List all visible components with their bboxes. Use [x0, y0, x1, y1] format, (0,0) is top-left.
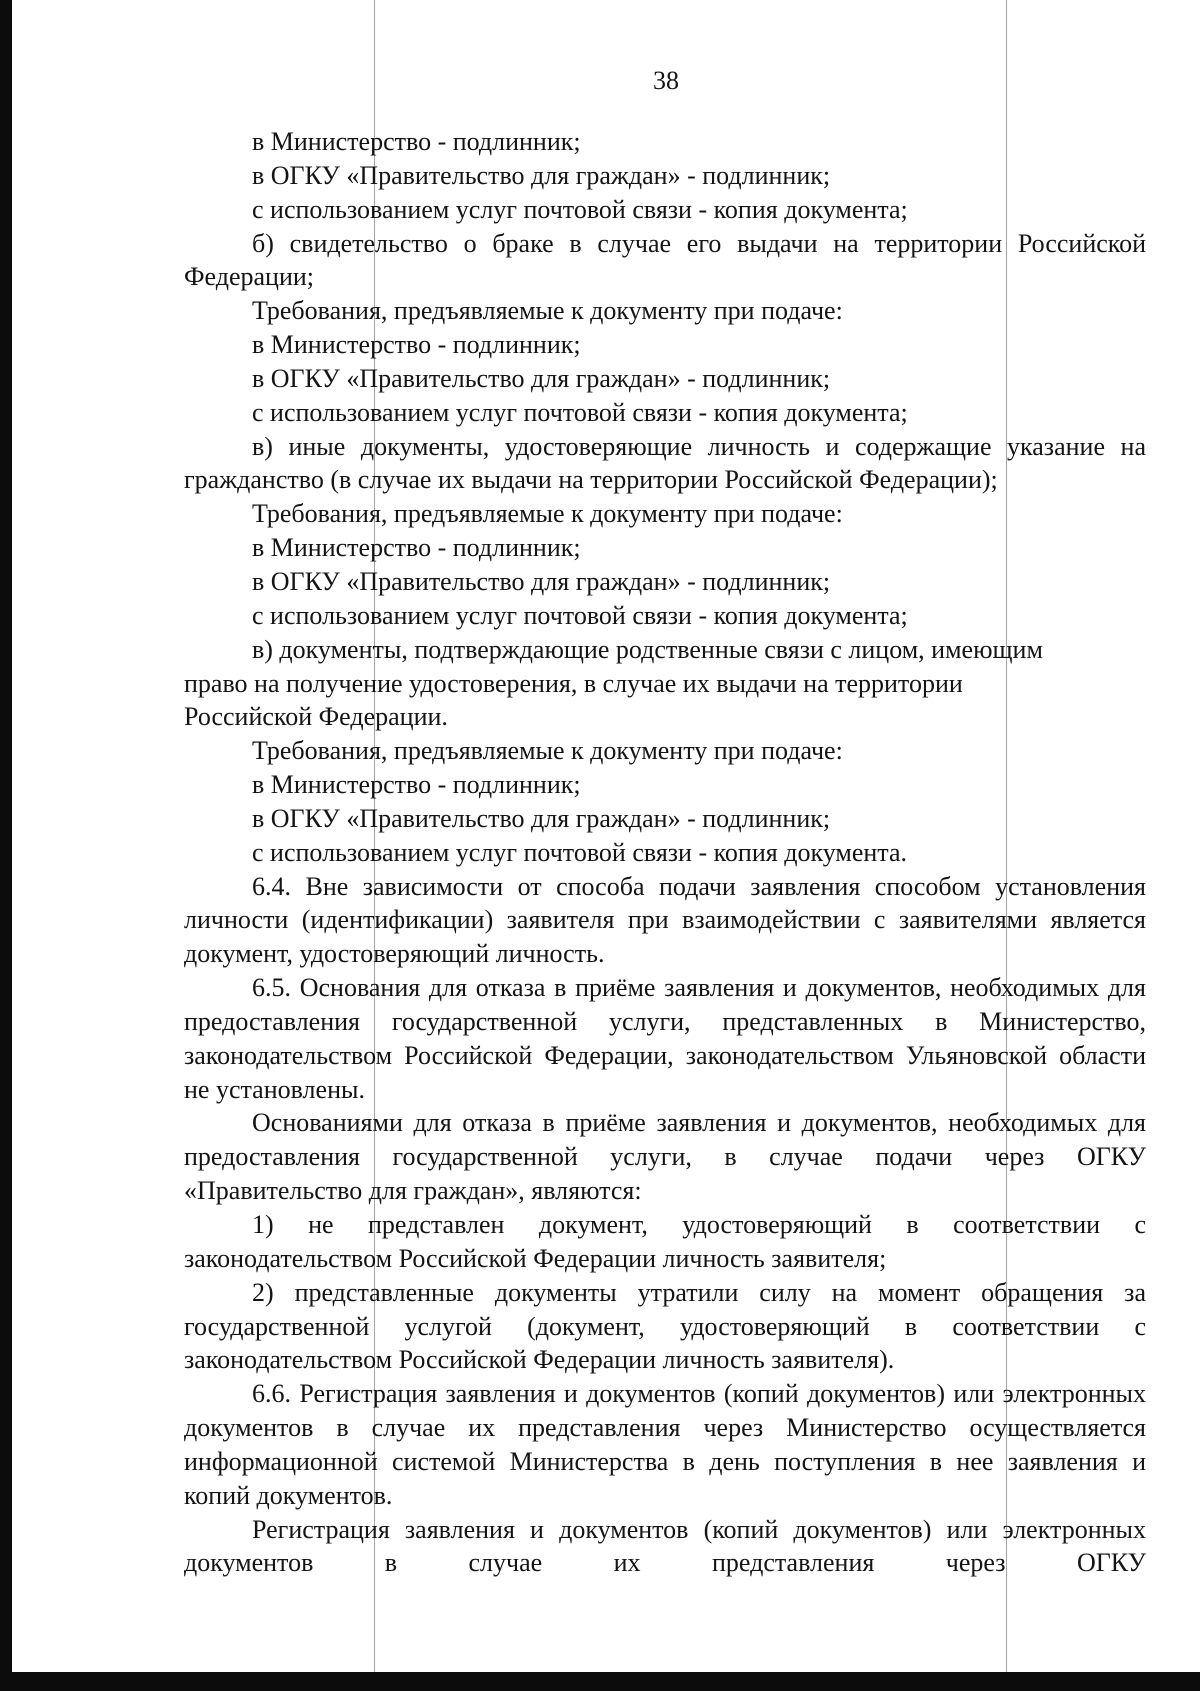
page-number: 38: [653, 66, 679, 95]
text-line: в ОГКУ «Правительство для граждан» - подлинник;: [252, 803, 831, 833]
text-line: в ОГКУ «Правительство для граждан» - подлинник;: [252, 566, 831, 596]
text-line: Российской Федерации.: [184, 702, 448, 732]
paragraph: Основаниями для отказа в приёме заявления и документов, необходимых для предоставления государственной услуги, в случае подачи через ОГКУ «Правительство для граждан», являются:: [184, 1108, 1146, 1206]
text-line: Требования, предъявляемые к документу при подаче:: [252, 736, 843, 766]
paragraph-item-1: 1) не представлен документ, удостоверяющий в соответствии с законодательством Российской Федерации личность заявителя;: [184, 1210, 1146, 1273]
text-line: с использованием услуг почтовой связи - копия документа;: [252, 397, 908, 427]
text-line: с использованием услуг почтовой связи - копия документа;: [252, 194, 908, 224]
text-line: в ОГКУ «Правительство для граждан» - подлинник;: [252, 363, 831, 393]
document-body: [184, 125, 1146, 1580]
paragraph: б) свидетельство о браке в случае его выдачи на территории Российской Федерации;: [184, 228, 1146, 292]
scan-edge-bottom: [0, 1672, 1200, 1691]
paragraph: в) иные документы, удостоверяющие личность и содержащие указание на гражданство (в случае их выдачи на территории Российской Федерации);: [184, 431, 1146, 495]
scan-edge-left: [0, 0, 12, 1691]
paragraph-6-4: 6.4. Вне зависимости от способа подачи заявления способом установления личности (идентификации) заявителя при взаимодействии с заявителями является документ, удостоверяющий личность.: [184, 871, 1146, 969]
paragraph-item-2: 2) представленные документы утратили силу на момент обращения за государственной услугой (документ, удостоверяющий в соответствии с законодательством Российской Федерации личность заявителя).: [184, 1277, 1146, 1375]
paragraph: Регистрация заявления и документов (копий документов) или электронных документов в случае их представления через ОГКУ: [184, 1514, 1146, 1578]
text-line: в) документы, подтверждающие родственные связи с лицом, имеющим: [252, 634, 1043, 664]
text-line: с использованием услуг почтовой связи - копия документа;: [252, 600, 908, 630]
text-line: в Министерство - подлинник;: [252, 330, 581, 360]
text-line: Требования, предъявляемые к документу при подаче:: [252, 296, 843, 326]
paragraph-6-6: 6.6. Регистрация заявления и документов (копий документов) или электронных документов в случае их представления через Министерство осуществляется информационной системой Министерства в день поступления в нее заявления и копий документов.: [184, 1379, 1146, 1510]
text-line: в Министерство - подлинник;: [252, 127, 581, 156]
text-line: в Министерство - подлинник;: [252, 770, 581, 800]
text-line: с использованием услуг почтовой связи - копия документа.: [252, 837, 907, 867]
text-line: Требования, предъявляемые к документу при подаче:: [252, 499, 843, 529]
paragraph-6-5: 6.5. Основания для отказа в приёме заявления и документов, необходимых для предоставления государственной услуги, представленных в Министерство, законодательством Российской Федерации, законодательством Ульяновской области не установлены.: [184, 973, 1146, 1104]
text-line: в Министерство - подлинник;: [252, 533, 581, 563]
text-line: в ОГКУ «Правительство для граждан» - подлинник;: [252, 160, 831, 190]
text-line: право на получение удостоверения, в случае их выдачи на территории: [184, 668, 963, 698]
